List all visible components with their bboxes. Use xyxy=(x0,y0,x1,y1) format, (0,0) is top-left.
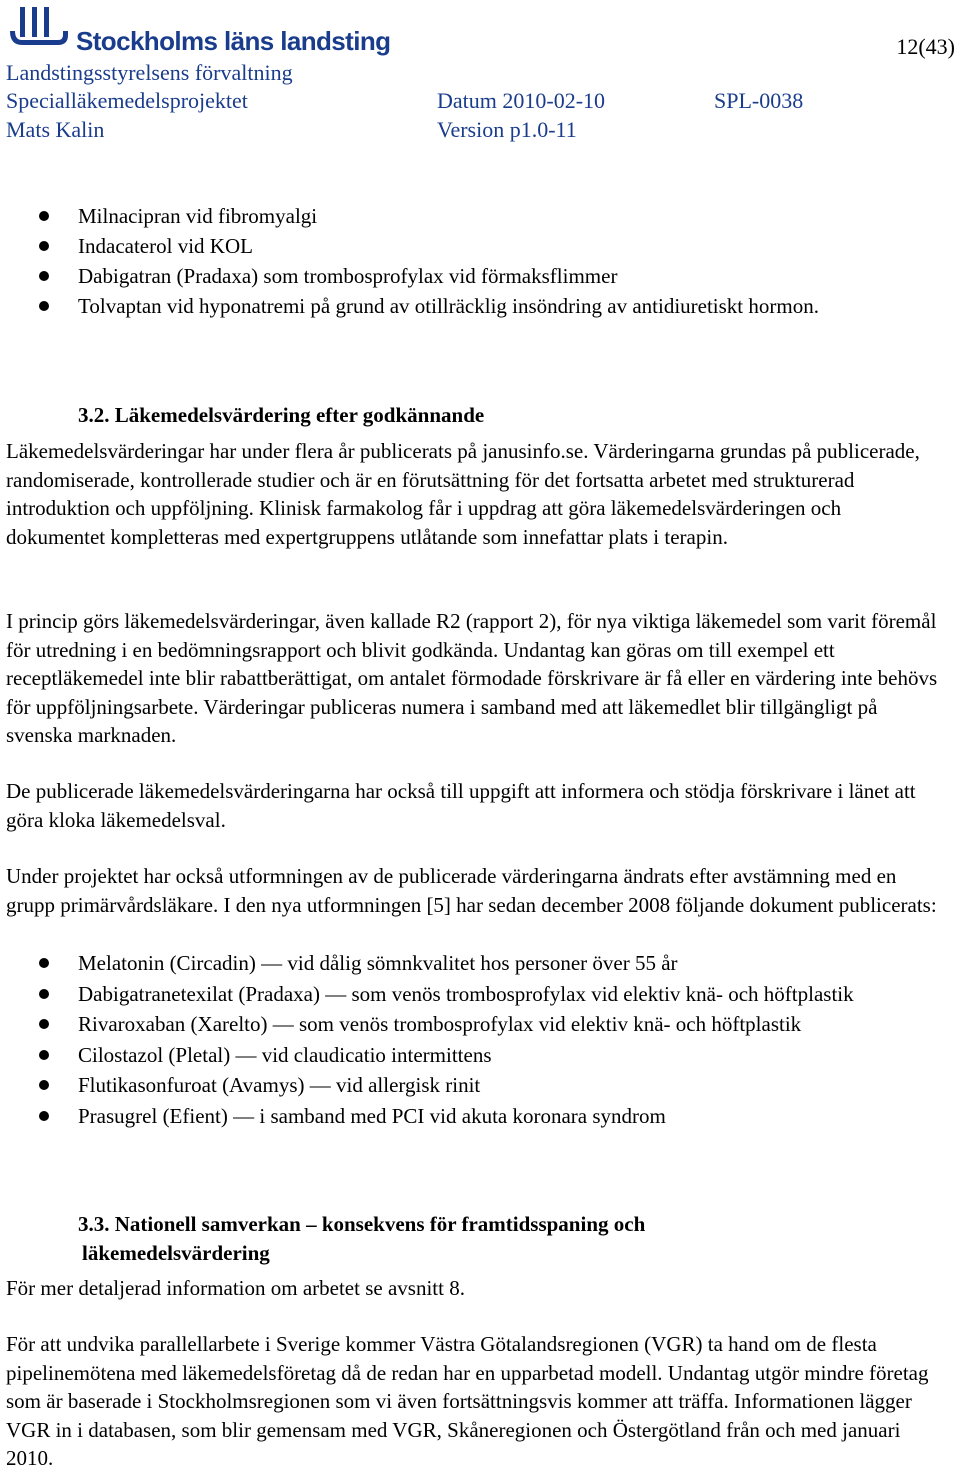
page-number: 12(43) xyxy=(896,34,955,59)
paragraph: I princip görs läkemedelsvärderingar, även kallade R2 (rapport 2), för nya viktiga läkemedel som varit föremål för utredning i en bedömningsrapport och blivit godkända. Undantag kan göras om till exempel ett receptläkemedel inte blir rabattberättigat, om antalet förmodade förskrivare är få eller en värdering inte behövs för uppföljningsarbete. Värderingar publiceras numera i samband med att läkemedlet blir tillgängligt på svenska marknaden. xyxy=(6,609,938,747)
bullet-icon xyxy=(39,271,49,281)
project-name: Specialläkemedelsprojektet xyxy=(6,88,248,113)
list-item: Milnacipran vid fibromyalgi xyxy=(0,201,935,231)
list-item: Flutikasonfuroat (Avamys) — vid allergisk rinit xyxy=(0,1070,935,1101)
bullet-icon xyxy=(39,1050,49,1060)
bullet-icon xyxy=(39,1019,49,1029)
author-name: Mats Kalin xyxy=(6,117,105,142)
bullet-icon xyxy=(39,241,49,251)
document-id: SPL-0038 xyxy=(714,88,804,113)
section-heading-3-3: 3.3. Nationell samverkan – konsekvens för framtidsspaning och xyxy=(78,1212,646,1236)
list-item: Rivaroxaban (Xarelto) — som venös trombosprofylax vid elektiv knä- och höftplastik xyxy=(0,1009,935,1040)
bullet-icon xyxy=(39,1111,49,1121)
paragraph: För mer detaljerad information om arbetet se avsnitt 8. xyxy=(6,1276,465,1300)
bullet-icon xyxy=(39,958,49,968)
bullet-icon xyxy=(39,211,49,221)
department-name: Landstingsstyrelsens förvaltning xyxy=(6,60,293,85)
bullet-icon xyxy=(39,989,49,999)
paragraph: De publicerade läkemedelsvärderingarna har också till uppgift att informera och stödja förskrivare i länet att göra kloka läkemedelsval. xyxy=(6,779,916,832)
bullet-icon xyxy=(39,1080,49,1090)
list-item: Dabigatran (Pradaxa) som trombosprofylax vid förmaksflimmer xyxy=(0,261,935,291)
list-item: Cilostazol (Pletal) — vid claudicatio intermittens xyxy=(0,1040,935,1071)
bullet-icon xyxy=(39,301,49,311)
list-item: Dabigatranetexilat (Pradaxa) — som venös trombosprofylax vid elektiv knä- och höftplastik xyxy=(0,979,898,1010)
drug-list-2 xyxy=(0,948,935,1131)
paragraph: Under projektet har också utformningen av de publicerade värderingarna ändrats efter avstämning med en grupp primärvårdsläkare. I den nya utformningen [5] har sedan december 2008 följande dokument publicerats: xyxy=(6,864,937,917)
list-item: Prasugrel (Efient) — i samband med PCI vid akuta koronara syndrom xyxy=(0,1101,935,1132)
list-item: Tolvaptan vid hyponatremi på grund av otillräcklig insöndring av antidiuretiskt hormon. xyxy=(0,291,868,321)
paragraph: För att undvika parallellarbete i Sverige kommer Västra Götalandsregionen (VGR) ta hand om de flesta pipelinemötena med läkemedelsföretag då de redan har en upparbetad modell. Undantag utgör mindre företag som är baserade i Stockholmsregionen som vi även fortsättningsvis kommer att träffa. Informationen lägger VGR in i databasen, som blir gemensam med VGR, Skåneregionen och Östergötland från och med januari 2010. xyxy=(6,1332,929,1470)
organization-name: Stockholms läns landsting xyxy=(76,26,391,56)
document-date: Datum 2010-02-10 xyxy=(437,88,606,113)
document-version: Version p1.0-11 xyxy=(437,117,577,142)
list-item: Melatonin (Circadin) — vid dålig sömnkvalitet hos personer över 55 år xyxy=(0,948,935,979)
sll-logo-icon xyxy=(8,5,72,49)
paragraph: Läkemedelsvärderingar har under flera år publicerats på janusinfo.se. Värderingarna grundas på publicerade, randomiserade, kontrollerade studier och är en förutsättning för det fortsatta arbetet med strukturerad introduktion och uppföljning. Klinisk farmakolog får i uppdrag att göra läkemedelsvärderingen och dokumentet kompletteras med expertgruppens utlåtande som innefattar plats i terapin. xyxy=(6,439,920,549)
section-heading-3-3-cont: läkemedelsvärdering xyxy=(82,1241,270,1265)
drug-list-1 xyxy=(0,201,935,321)
section-heading-3-2: 3.2. Läkemedelsvärdering efter godkännande xyxy=(78,403,485,427)
list-item: Indacaterol vid KOL xyxy=(0,231,935,261)
